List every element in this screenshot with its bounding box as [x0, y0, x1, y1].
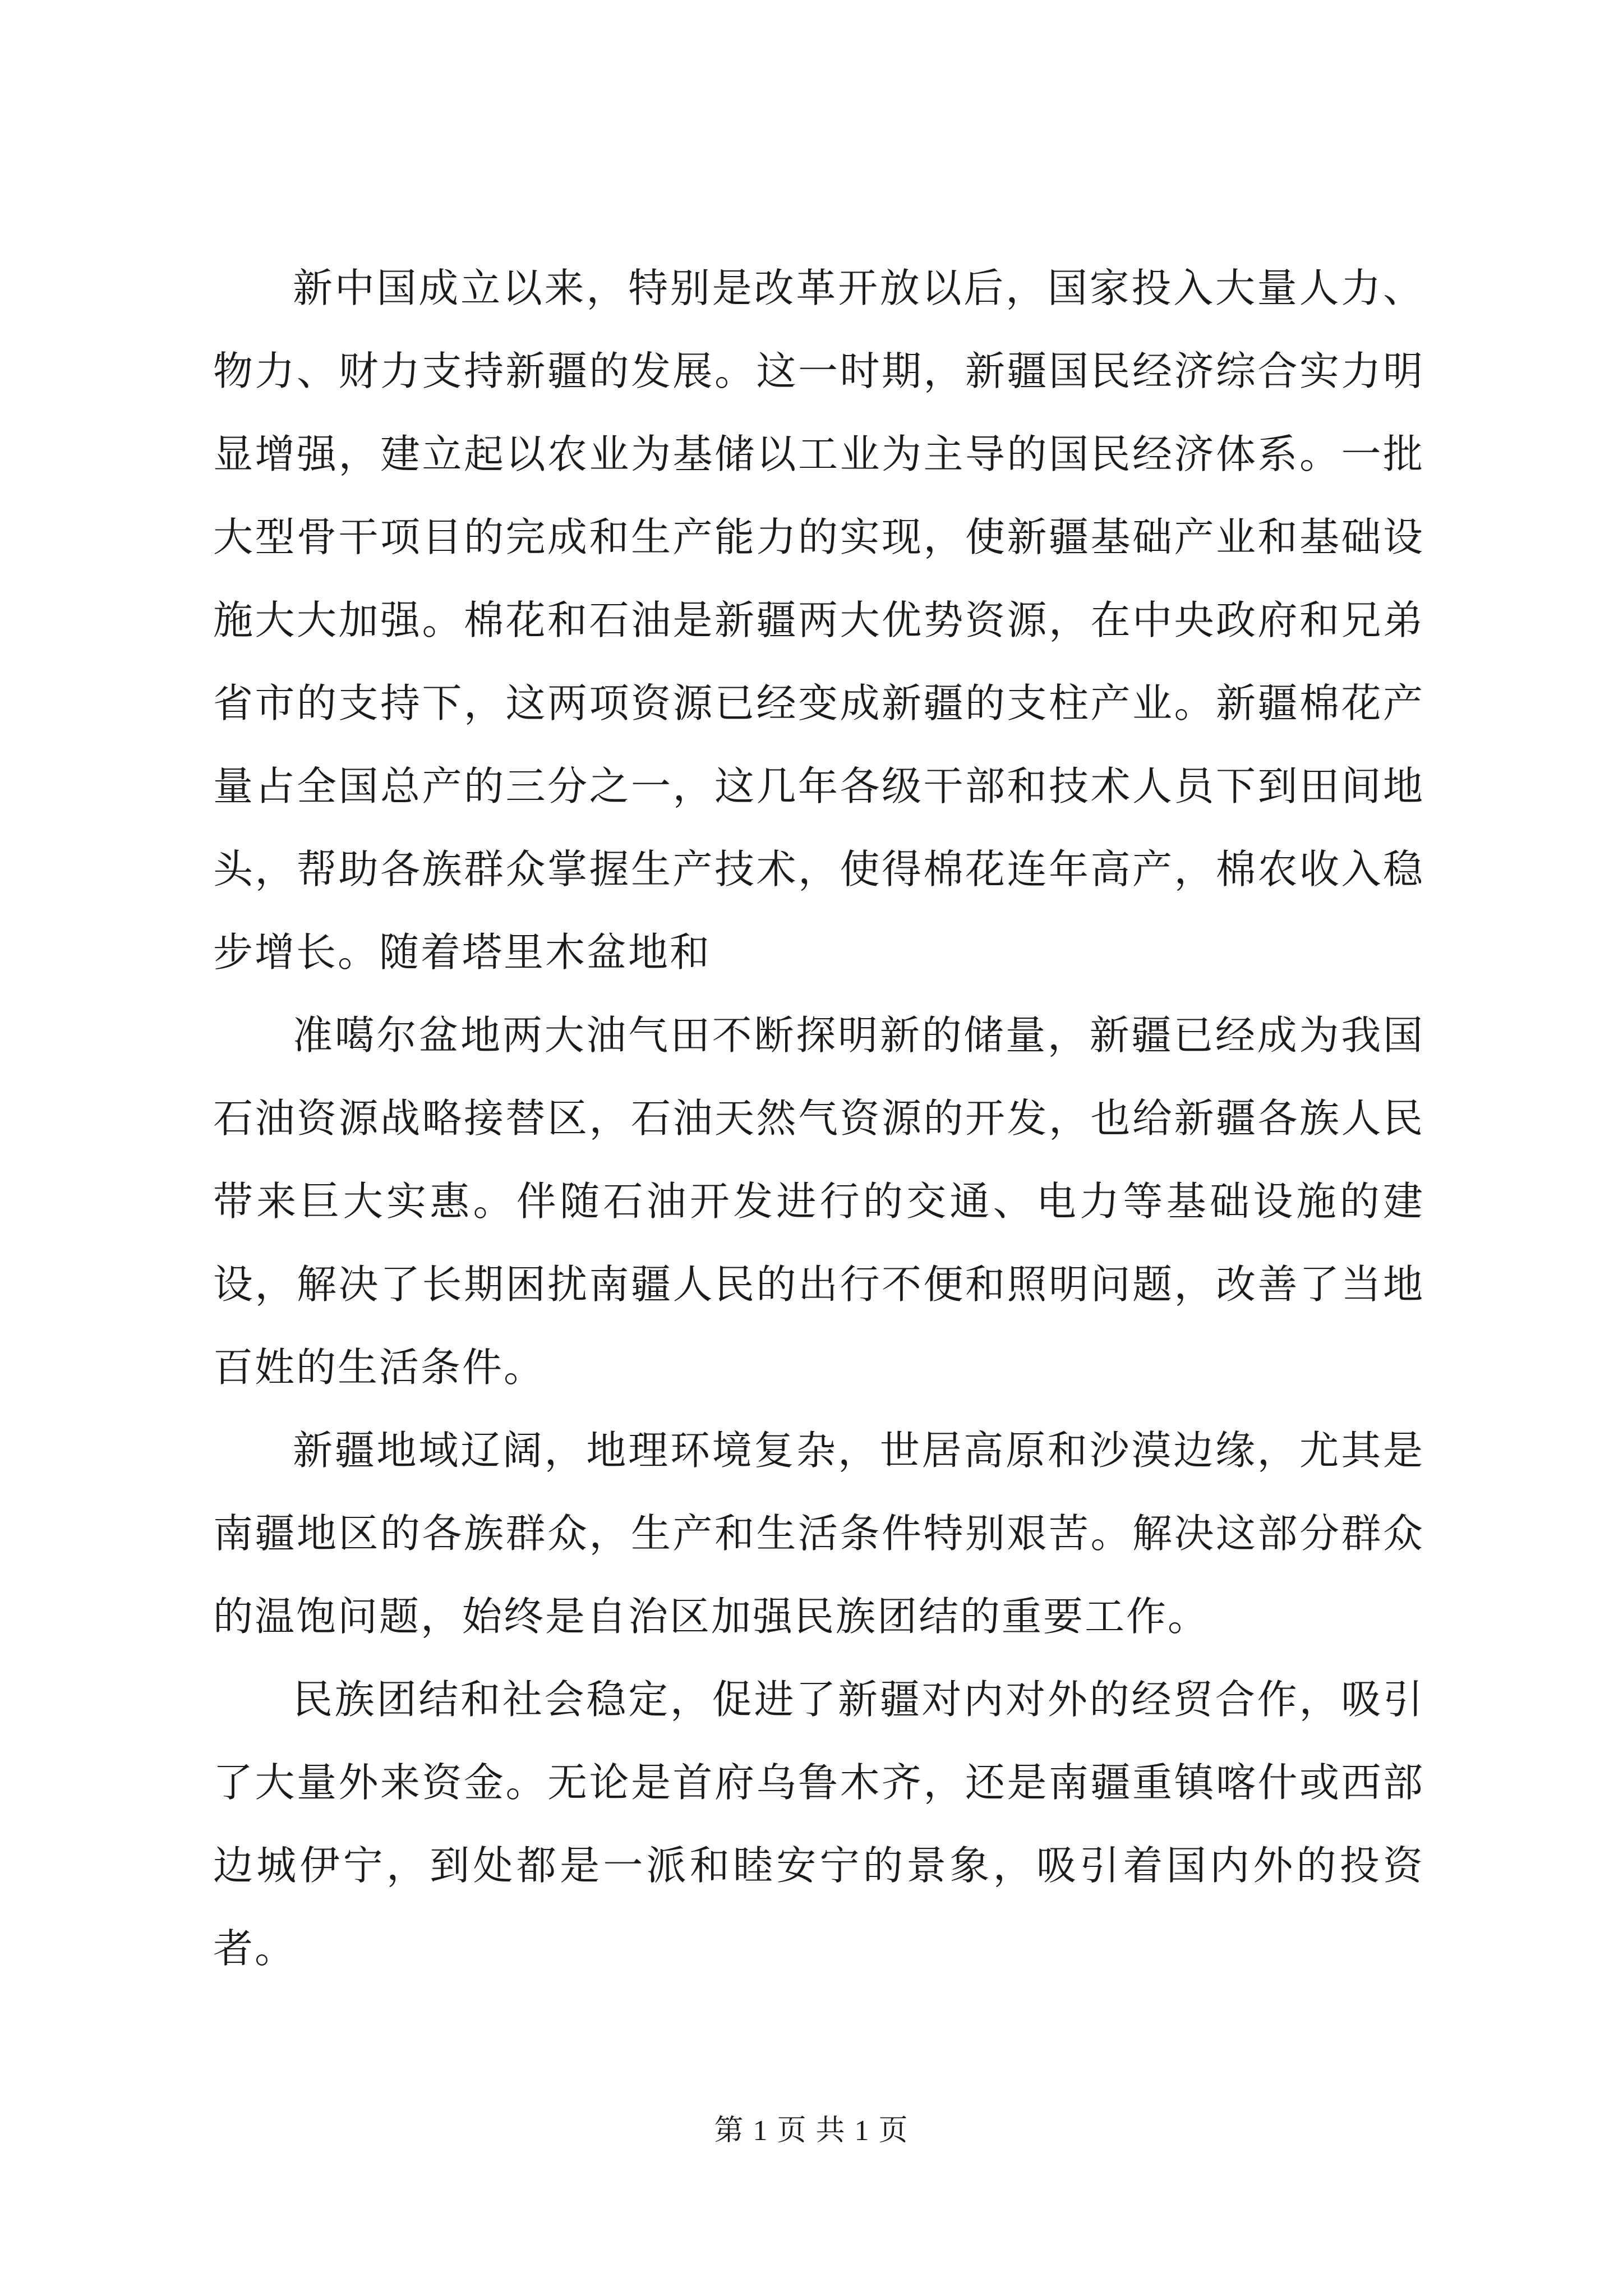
document-body: [213, 247, 1424, 1990]
paragraph-1: 新中国成立以来，特别是改革开放以后，国家投入大量人力、物力、财力支持新疆的发展。这一时期，新疆国民经济综合实力明显增强，建立起以农业为基储以工业为主导的国民经济体系。一批大型骨干项目的完成和生产能力的实现，使新疆基础产业和基础设施大大加强。棉花和石油是新疆两大优势资源，在中央政府和兄弟省市的支持下，这两项资源已经变成新疆的支柱产业。新疆棉花产量占全国总产的三分之一，这几年各级干部和技术人员下到田间地头，帮助各族群众掌握生产技术，使得棉花连年高产，棉农收入稳步增长。随着塔里木盆地和: [213, 265, 1424, 976]
paragraph-3: 新疆地域辽阔，地理环境复杂，世居高原和沙漠边缘，尤其是南疆地区的各族群众，生产和生活条件特别艰苦。解决这部分群众的温饱问题，始终是自治区加强民族团结的重要工作。: [213, 1427, 1424, 1640]
paragraph-2: 准噶尔盆地两大油气田不断探明新的储量，新疆已经成为我国石油资源战略接替区，石油天然气资源的开发，也给新疆各族人民带来巨大实惠。伴随石油开发进行的交通、电力等基础设施的建设，解决了长期困扰南疆人民的出行不便和照明问题，改善了当地百姓的生活条件。: [213, 1012, 1424, 1391]
paragraph-4: 民族团结和社会稳定，促进了新疆对内对外的经贸合作，吸引了大量外来资金。无论是首府乌鲁木齐，还是南疆重镇喀什或西部边城伊宁，到处都是一派和睦安宁的景象，吸引着国内外的投资者。: [213, 1676, 1424, 1972]
page-number-footer: 第 1 页 共 1 页: [714, 2115, 909, 2147]
